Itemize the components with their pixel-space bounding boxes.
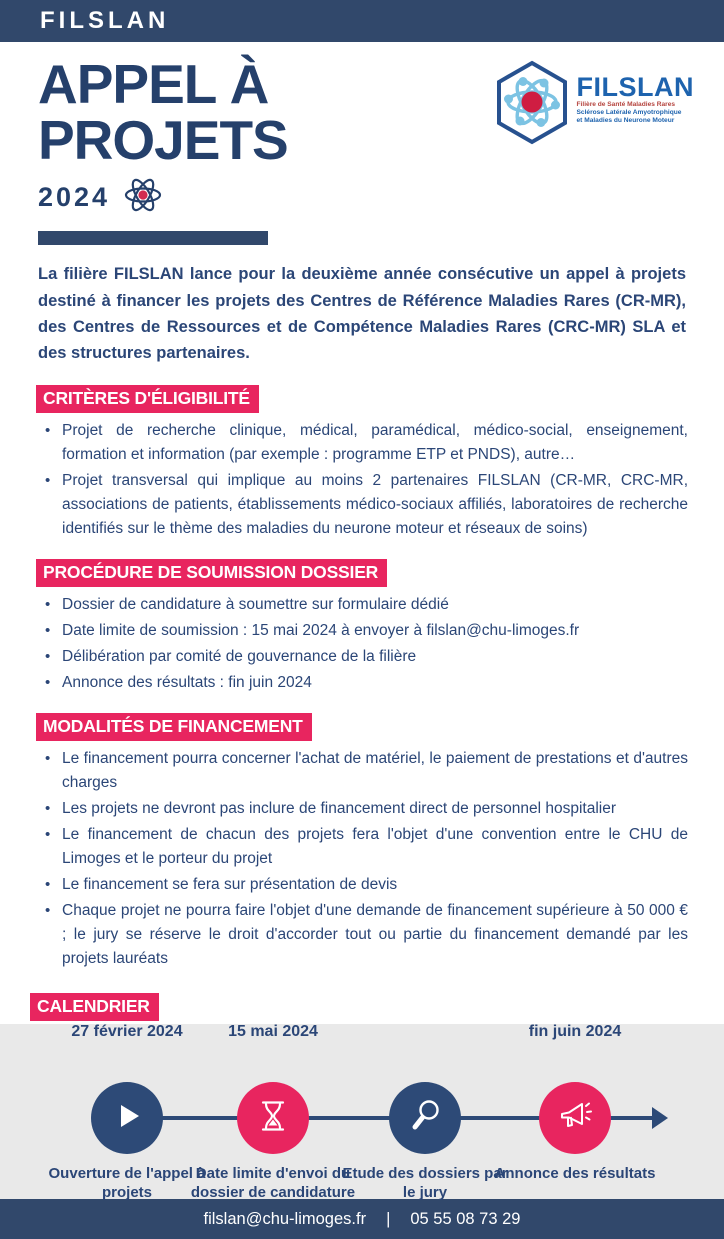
magnifier-icon — [406, 1097, 444, 1140]
play-icon — [109, 1098, 145, 1139]
list-item: • Date limite de soumission : 15 mai 2024 à envoyer à filslan@chu-limoges.fr — [36, 619, 688, 643]
list-item: • Annonce des résultats : fin juin 2024 — [36, 671, 688, 695]
list-item: • Le financement pourra concerner l'achat de matériel, le paiement de prestations et d'autres charges — [36, 747, 688, 795]
logo-atom-icon — [493, 60, 571, 151]
footer-bar — [0, 1199, 724, 1239]
list-item: • Chaque projet ne pourra faire l'objet d'une demande de financement supérieure à 50 000 € ; le jury se réserve le droit d'accorder tout ou partie du financement demandé par les projets lauréats — [36, 899, 688, 971]
timeline-date-1: 27 février 2024 — [71, 1023, 183, 1041]
list-item: • Délibération par comité de gouvernance de la filière — [36, 645, 688, 669]
title-block — [38, 53, 493, 245]
list-item: • Projet transversal qui implique au moins 2 partenaires FILSLAN (CR-MR, CRC-MR, associations de patients, établissements médico-sociaux affiliés, laboratoires de recherche identifiés sur le thème des maladies du neurone moteur et réseaux de soins) — [36, 469, 688, 541]
title-row — [0, 42, 724, 245]
footer-phone: 05 55 08 73 29 — [410, 1209, 521, 1228]
section-procedure — [36, 559, 688, 713]
intro-paragraph: La filière FILSLAN lance pour la deuxième année consécutive un appel à projets destiné à financer les projets des Centres de Référence Maladies Rares (CR-MR), des Centres de Ressources et de Compétence Maladies Rares (CRC-MR) SLA et des structures partenaires. — [38, 265, 686, 363]
timeline-label-3: Etude des dossiers par le jury — [342, 1165, 508, 1201]
megaphone-icon — [556, 1097, 594, 1140]
timeline-step-ouverture — [91, 1082, 163, 1154]
list-item: • Dossier de candidature à soumettre sur formulaire dédié — [36, 593, 688, 617]
section-criteres — [36, 385, 688, 559]
page-title: APPEL À PROJETS — [38, 53, 288, 172]
top-brand-bar — [0, 0, 724, 42]
timeline-step-etude — [389, 1082, 461, 1154]
timeline-step-date-limite — [237, 1082, 309, 1154]
list-item: • Projet de recherche clinique, médical, paramédical, médico-social, enseignement, formation et information (par exemple : programme ETP et PNDS), autre… — [36, 419, 688, 467]
timeline-step-annonce — [539, 1082, 611, 1154]
year-row — [38, 174, 493, 221]
timeline-label-2: Date limite d'envoi du dossier de candidature — [190, 1165, 356, 1201]
section-modalites — [36, 713, 688, 989]
atom-icon — [122, 174, 164, 221]
timeline-date-2: 15 mai 2024 — [228, 1023, 318, 1041]
section-heading-modalites: MODALITÉS DE FINANCEMENT — [36, 713, 312, 741]
timeline-arrowhead-icon — [652, 1107, 668, 1129]
title-year: 2024 — [38, 182, 111, 213]
section-heading-criteres: CRITÈRES D'ÉLIGIBILITÉ — [36, 385, 259, 413]
section-heading-procedure: PROCÉDURE DE SOUMISSION DOSSIER — [36, 559, 387, 587]
timeline — [30, 1023, 694, 1199]
logo-tagline-1: Filière de Santé Maladies Rares — [576, 101, 676, 108]
logo-tagline-3: et Maladies du Neurone Moteur — [576, 117, 675, 125]
timeline-label-4: Annonce des résultats — [494, 1165, 656, 1183]
list-item: • Le financement de chacun des projets fera l'objet d'une convention entre le CHU de Limoges et le porteur du projet — [36, 823, 688, 871]
hourglass-icon — [255, 1098, 291, 1139]
logo-name: FILSLAN — [576, 72, 694, 102]
timeline-label-1: Ouverture de l'appel à projets — [48, 1165, 206, 1201]
section-calendrier — [30, 993, 694, 1199]
list-item: • Le financement se fera sur présentation de devis — [36, 873, 688, 897]
procedure-bullet-list — [36, 593, 688, 695]
criteres-bullet-list — [36, 419, 688, 541]
brand-name: FILSLAN — [40, 7, 170, 34]
filslan-logo — [493, 60, 695, 151]
timeline-date-4: fin juin 2024 — [528, 1023, 622, 1041]
list-item: • Les projets ne devront pas inclure de financement direct de personnel hospitalier — [36, 797, 688, 821]
modalites-bullet-list — [36, 747, 688, 971]
logo-text — [577, 74, 695, 126]
section-heading-calendrier: CALENDRIER — [30, 993, 159, 1021]
footer-separator: | — [386, 1209, 391, 1228]
title-divider — [38, 231, 268, 245]
logo-tagline-2: Sclérose Latérale Amyotrophique — [576, 109, 682, 117]
footer-email: filslan@chu-limoges.fr — [203, 1209, 367, 1228]
